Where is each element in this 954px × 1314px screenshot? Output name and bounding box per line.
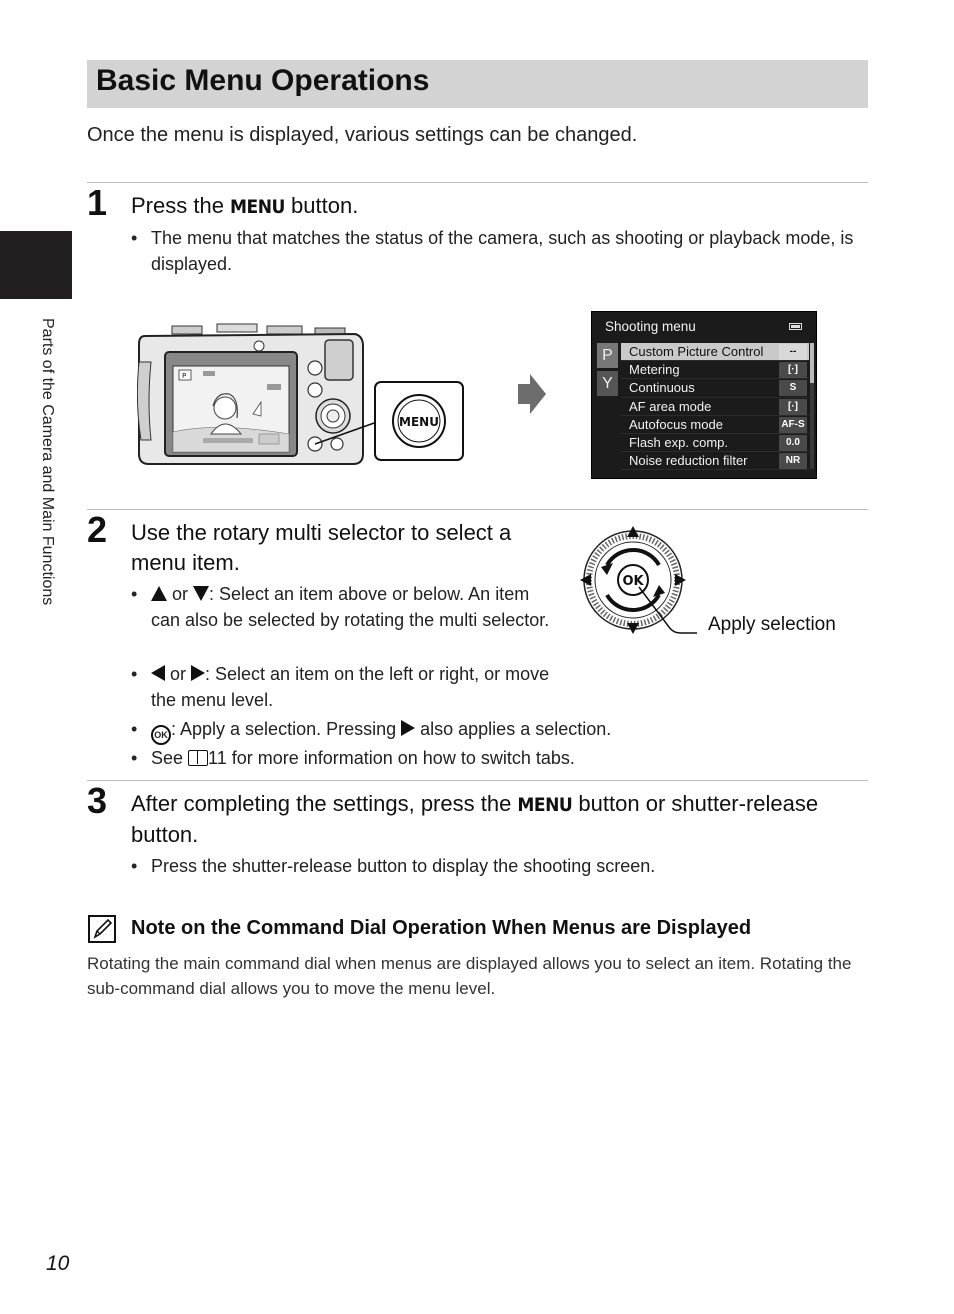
rotary-multi-selector-illustration	[577, 523, 697, 638]
right-arrow-icon	[191, 665, 205, 681]
selector-ok-label: OK	[622, 574, 644, 589]
tab-setup: Y	[597, 371, 618, 396]
step3-heading	[131, 789, 871, 850]
camera-back-illustration	[137, 322, 467, 468]
step1-number: 1	[87, 182, 108, 223]
title-bar	[87, 60, 868, 108]
step2-number: 2	[87, 509, 108, 550]
step2-heading-line1: Use the rotary multi selector to select a	[131, 520, 512, 545]
step2-bullet-ok: • OK : Apply a selection. Pressing also applies a selection.	[131, 717, 871, 745]
step3-heading-after: button or shutter-release	[572, 791, 819, 816]
step1-heading-before: Press the	[131, 193, 231, 218]
chapter-side-label-text: Parts of the Camera and Main Functions	[39, 318, 56, 606]
up-arrow-icon	[151, 586, 167, 601]
step1-heading	[131, 191, 358, 222]
page-number: 10	[46, 1252, 70, 1275]
menu-scrollbar	[810, 343, 814, 469]
chapter-side-label	[36, 318, 60, 648]
step1-bullet: • The menu that matches the status of the camera, such as shooting or playback mode, is displayed.	[131, 226, 871, 277]
step2-divider	[87, 509, 868, 510]
noise-reduction-icon: NR	[779, 453, 807, 469]
menu-item-metering: Metering [·]	[621, 361, 809, 379]
menu-word-glyph: MENU	[517, 794, 573, 816]
step3-bullet-text: Press the shutter-release button to display the shooting screen.	[151, 856, 656, 876]
step2-bullet-left-right: • or : Select an item on the left or right, or move the menu level.	[131, 664, 550, 710]
menu-tabs	[597, 343, 618, 399]
step3-heading-line2: button.	[131, 822, 199, 847]
matrix-metering-icon: [·]	[779, 362, 807, 378]
shooting-menu-screen	[591, 311, 817, 479]
menu-item-autofocus-mode: Autofocus mode AF-S	[621, 416, 809, 434]
left-arrow-icon	[151, 665, 165, 681]
step3-heading-before: After completing the settings, press the	[131, 791, 518, 816]
menu-word-glyph: MENU	[230, 196, 285, 218]
af-s-icon: AF-S	[779, 417, 807, 433]
ok-button-icon: OK	[151, 725, 171, 745]
step2-heading-line2: menu item.	[131, 550, 240, 575]
step1-divider	[87, 182, 868, 183]
camera-menu-button-label: MENU	[399, 415, 439, 429]
svg-text:P: P	[182, 372, 187, 380]
menu-item-af-area-mode: AF area mode [·]	[621, 398, 809, 416]
note-pencil-icon	[88, 915, 116, 943]
step2-heading	[131, 518, 511, 578]
page-title: Basic Menu Operations	[96, 64, 430, 97]
apply-selection-label: Apply selection	[708, 614, 836, 635]
menu-item-list	[621, 343, 809, 470]
menu-item-flash-exp-comp: Flash exp. comp. 0.0	[621, 434, 809, 452]
page-reference-icon	[188, 750, 208, 766]
right-arrow-icon	[401, 720, 415, 736]
battery-icon	[789, 323, 802, 330]
step2-bullet-up-down: • or : Select an item above or below. An item can also be selected by rotating the multi selector.	[131, 584, 550, 630]
step1-bullet-text: The menu that matches the status of the camera, such as shooting or playback mode, is displayed.	[151, 228, 854, 274]
step1-heading-after: button.	[284, 193, 359, 218]
shooting-menu-title: Shooting menu	[605, 319, 696, 334]
menu-item-custom-picture-control: Custom Picture Control --	[621, 343, 809, 361]
menu-item-continuous: Continuous S	[621, 379, 809, 397]
step2-bullet-see-page: • See 11 for more information on how to switch tabs.	[131, 748, 575, 768]
next-screen-arrow-icon	[516, 372, 548, 416]
step3-divider	[87, 780, 868, 781]
tab-shooting: P	[597, 343, 618, 368]
step3-bullet: • Press the shutter-release button to display the shooting screen.	[131, 854, 871, 880]
flash-comp-value: 0.0	[779, 435, 807, 451]
picture-control-icon: --	[779, 344, 807, 360]
intro-text: Once the menu is displayed, various settings can be changed.	[87, 124, 638, 146]
note-title: Note on the Command Dial Operation When Menus are Displayed	[131, 917, 752, 939]
step3-number: 3	[87, 780, 108, 821]
single-shot-icon: S	[779, 380, 807, 396]
down-arrow-icon	[193, 586, 209, 601]
chapter-tab-marker	[0, 231, 72, 299]
af-area-icon: [·]	[779, 399, 807, 415]
menu-item-noise-reduction-filter: Noise reduction filter NR	[621, 452, 809, 470]
note-body: Rotating the main command dial when menus are displayed allows you to select an item. Rotating the sub-command dial allows you to move the menu level.	[87, 954, 852, 998]
